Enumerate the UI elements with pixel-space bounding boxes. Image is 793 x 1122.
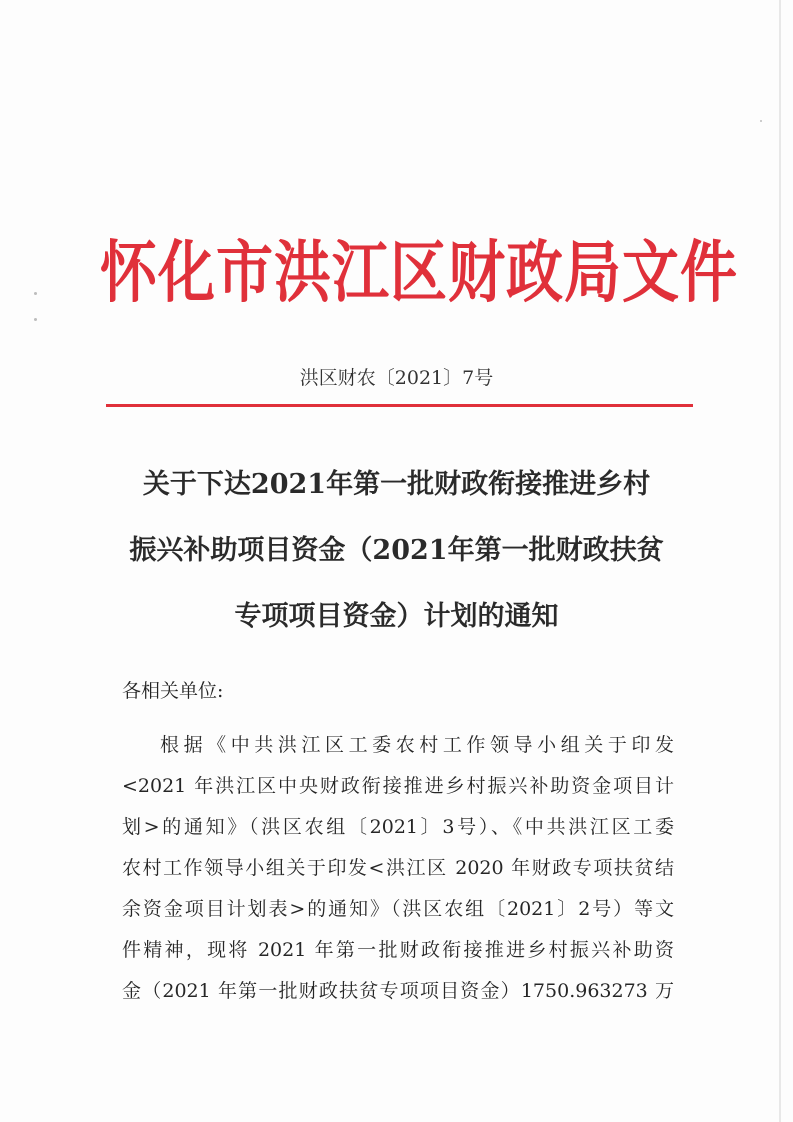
- document-number: 洪区财农〔2021〕7号: [299, 367, 494, 389]
- masthead-title: 怀化市洪江区财政局文件: [100, 233, 738, 312]
- body-paragraph: [122, 725, 674, 1012]
- body-line: 划>的通知》（洪区农组〔2021〕3号）、《中共洪江区工委: [122, 816, 674, 838]
- notice-title-line: 专项项目资金）计划的通知: [234, 601, 559, 632]
- scan-speck: [34, 292, 37, 295]
- body-line: 金（2021 年第一批财政扶贫专项项目资金）1750.963273 万: [122, 980, 674, 1002]
- scan-speck: [34, 318, 37, 321]
- body-line: 农村工作领导小组关于印发<洪江区 2020 年财政专项扶贫结: [122, 857, 674, 879]
- scan-edge: [779, 0, 781, 1122]
- notice-title: [100, 452, 693, 650]
- notice-title-line: 振兴补助项目资金（2021年第一批财政扶贫: [129, 535, 664, 566]
- body-line: 余资金项目计划表>的通知》（洪区农组〔2021〕2号）等文: [122, 898, 674, 920]
- red-divider-line: [106, 404, 693, 407]
- notice-title-line: 关于下达2021年第一批财政衔接推进乡村: [142, 469, 651, 500]
- body-line: <2021 年洪江区中央财政衔接推进乡村振兴补助资金项目计: [122, 775, 674, 797]
- body-line: 根据《中共洪江区工委农村工作领导小组关于印发: [160, 734, 674, 756]
- body-line: 件精神，现将 2021 年第一批财政衔接推进乡村振兴补助资: [122, 939, 674, 961]
- salutation: 各相关单位:: [122, 680, 224, 702]
- scan-speck: [760, 120, 762, 122]
